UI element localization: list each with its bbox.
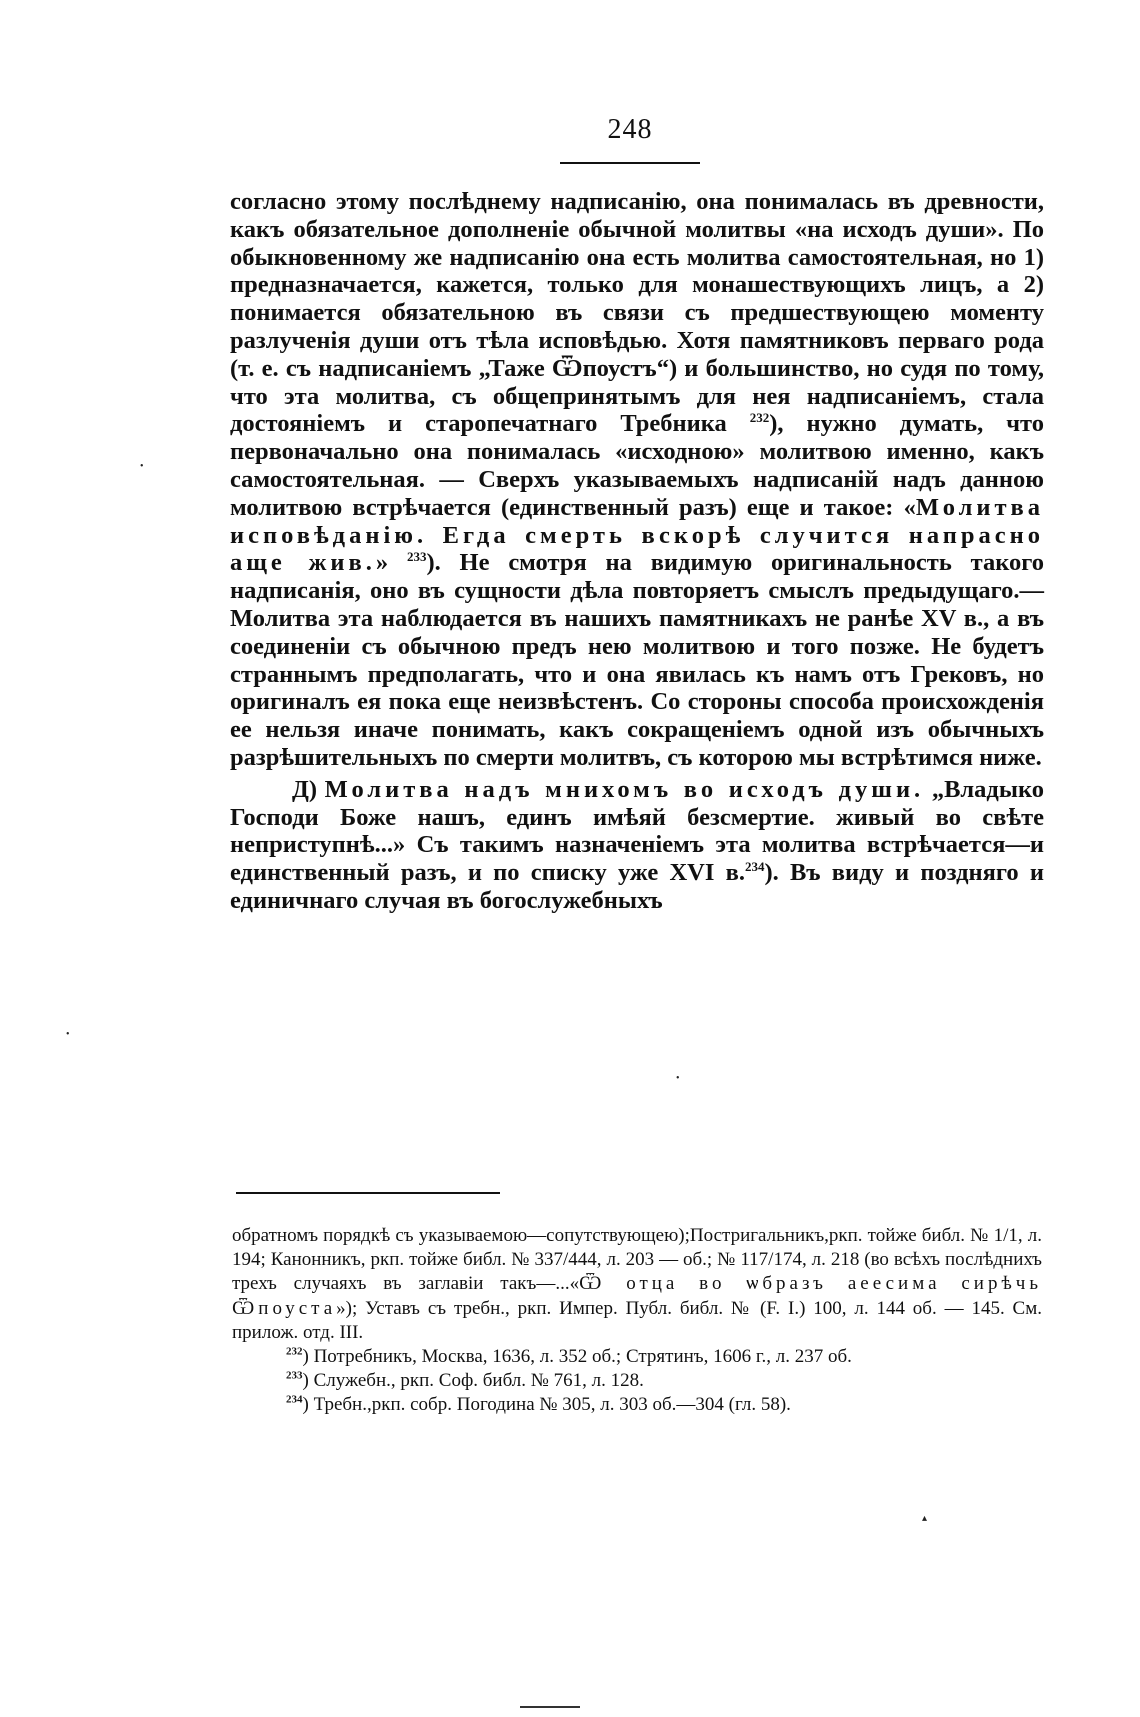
paragraph-1 <box>230 188 1044 772</box>
footnote-ref-234: 234 <box>744 858 765 874</box>
paragraph-2 <box>230 776 1044 915</box>
footnote-number: 233 <box>286 1369 303 1382</box>
footnote-continuation <box>232 1224 1042 1345</box>
footnote-separator <box>236 1192 500 1194</box>
footnote-continuation-text-a: обратномъ порядкѣ съ указываемою—сопутствующею);Постригальникъ,ркп. тойже библ. № 1/1, л. 194; Канонникъ, ркп. тойже библ. № 337/444, л. 203 — об.; № 117/174, л. 218 (во всѣхъ послѣднихъ трехъ случаяхъ въ заглавіи такъ—...« <box>232 1225 1042 1295</box>
body-text <box>230 188 1044 915</box>
footnote-234 <box>232 1393 1042 1417</box>
margin-speck: • <box>66 1029 70 1040</box>
footnote-spaced-title: Ѿ отца во ѡбразъ аеесима сирѣчь Ѿпоуста <box>232 1273 1042 1319</box>
footnote-text: ) Служебн., ркп. Соф. библ. № 761, л. 128. <box>302 1370 644 1392</box>
margin-speck: • <box>676 1073 680 1084</box>
bottom-rule <box>520 1706 580 1708</box>
footnote-text: ) Требн.,ркп. собр. Погодина № 305, л. 303 об.—304 (гл. 58). <box>302 1394 791 1416</box>
footnote-number: 234 <box>286 1394 303 1407</box>
footnote-text: ) Потребникъ, Москва, 1636, л. 352 об.; Стрятинъ, 1606 г., л. 237 об. <box>302 1346 852 1368</box>
paragraph-2-text-a: „Владыко Господи Боже нашъ, единъ имѣяй безсмертие. живый во свѣте неприступнѣ...» Съ такимъ назначеніемъ эта молитва встрѣчается—и единственный разъ, и по списку уже XVI в. <box>230 775 1044 887</box>
footnote-ref-233: 233 <box>406 549 427 565</box>
footnote-232 <box>232 1345 1042 1369</box>
paragraph-1-text-c: ). Не смотря на видимую оригинальность такого надписанія, оно въ сущности дѣла повторяетъ смыслъ предыдущаго.—Молитва эта наблюдается въ нашихъ памятникахъ не ранѣе XV в., а въ соединеніи съ обычною предъ нею молитвою и того позже. Не будетъ страннымъ предполагать, что и она явилась къ намъ отъ Грековъ, но оригиналъ ея пока еще неизвѣстенъ. Со стороны способа происхожденія ее нельзя иначе понимать, какъ сокращеніемъ одной изъ обычныхъ разрѣшительныхъ по смерти молитвъ, съ которою мы встрѣтимся ниже. <box>230 549 1045 771</box>
page-number: 248 <box>607 114 653 145</box>
paragraph-1-text-b: ), нужно думать, что первоначально она понималась «исходною» молитвою именно, какъ самостоятельная. — Сверхъ указываемыхъ надписаній надъ данною молитвою встрѣчается (единственный разъ) еще и такое: « <box>230 410 1045 521</box>
margin-speck: ▴ <box>922 1513 928 1524</box>
spaced-title-confession: Молитва исповѣданію. Егда смерть вскорѣ случится напрасно аще жив. <box>230 493 1044 577</box>
paragraph-1-quote-close: » <box>375 549 407 577</box>
paragraph-2-text-b: ). Въ виду и поздняго и единичнаго случая въ богослужебныхъ <box>230 859 1044 914</box>
paragraph-1-text-a: согласно этому послѣднему надписанію, она понималась въ древности, какъ обязательное дополненіе обычной молитвы «на исходъ души». По обыкновенному же надписанію она есть молитва самостоятельная, но 1) предназначается, кажется, только для монашествующихъ лицъ, а 2) понимается обязательною въ связи съ предшествующею моменту разлученія души отъ тѣла исповѣдью. Хотя памятниковъ перваго рода (т. е. съ надписаніемъ „Таже Ѿпоустъ“) и большинство, но судя по тому, что эта молитва, съ общепринятымъ для нея надписаніемъ, стала достояніемъ и старопечатнаго Требника <box>230 188 1044 438</box>
section-letter: Д) <box>292 775 325 803</box>
spaced-title-monk: Молитва надъ мнихомъ во исходъ души. <box>324 775 925 803</box>
footnotes <box>232 1224 1042 1418</box>
margin-speck: • <box>140 461 144 472</box>
footnote-number: 232 <box>286 1345 303 1358</box>
footnote-continuation-text-b: »); Уставъ съ требн., ркп. Импер. Публ. библ. № (F. I.) 100, л. 144 об. — 145. См. прилож. отд. III. <box>232 1297 1042 1343</box>
footnote-ref-232: 232 <box>749 410 770 426</box>
page-number-rule <box>560 162 700 164</box>
footnote-233 <box>232 1369 1042 1393</box>
